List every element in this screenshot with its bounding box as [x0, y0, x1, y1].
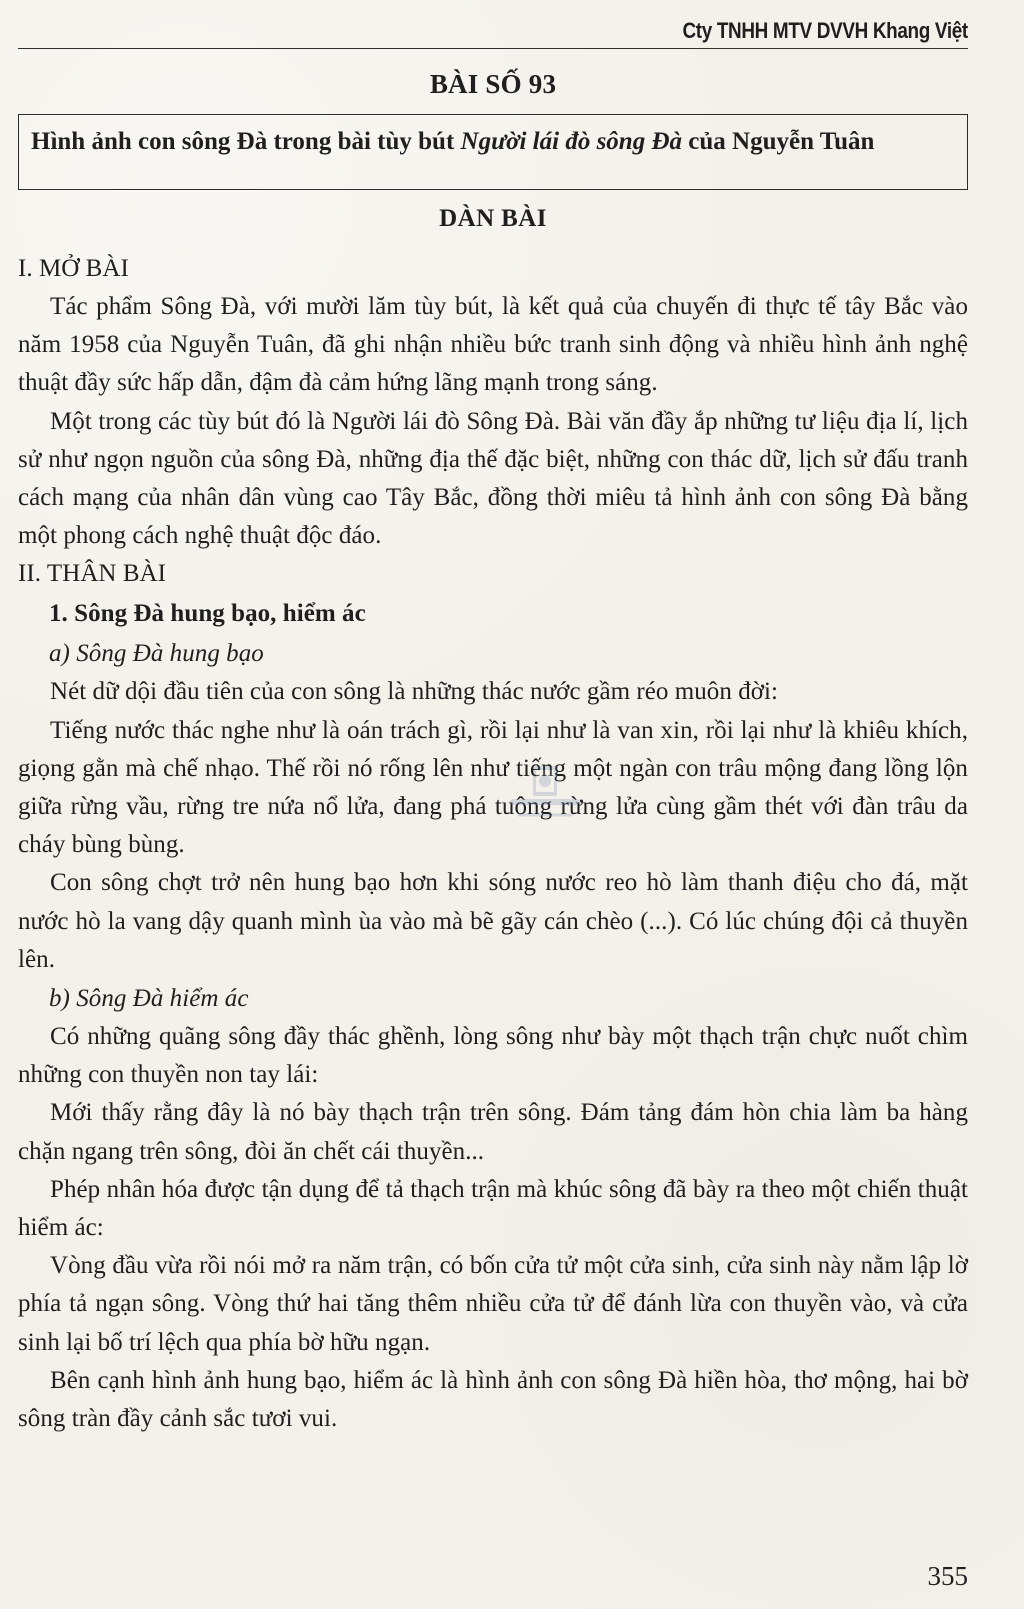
outline-heading: DÀN BÀI [439, 205, 547, 232]
body-subheading-1a: a) Sông Đà hung bạo [49, 640, 264, 668]
essay-content [18, 250, 968, 1438]
lesson-title-before: Hình ảnh con sông Đà trong bài tùy bút [31, 128, 461, 155]
body-quote-3: Vòng đầu vừa rồi nói mở ra năm trận, có bốn cửa tử một cửa sinh, cửa sinh này nằm lập lờ phía tả ngạn sông. Vòng thứ hai tăng thêm nhiều cửa tử để đánh lừa con thuyền vào, và cửa sinh lại bố trí lệch qua phía bờ hữu ngạn. [18, 1252, 968, 1356]
page-number: 355 [927, 1561, 968, 1591]
body-paragraph-4: Phép nhân hóa được tận dụng để tả thạch trận mà khúc sông đã bày ra theo một chiến thuật hiểm ác: [18, 1175, 968, 1242]
lesson-title-after: của Nguyễn Tuân [682, 128, 875, 155]
section-body-heading: II. THÂN BÀI [18, 560, 167, 588]
body-paragraph-1: Nét dữ dội đầu tiên của con sông là những thác nước gầm réo muôn đời: [50, 678, 779, 706]
publisher-text: Cty TNHH MTV DVVH Khang Việt [682, 18, 968, 43]
body-paragraph-5: Bên cạnh hình ảnh hung bạo, hiểm ác là hình ảnh con sông Đà hiền hòa, thơ mộng, hai bờ sông tràn đầy cảnh sắc tươi vui. [18, 1366, 968, 1433]
body-quote-2: Mới thấy rằng đây là nó bày thạch trận trên sông. Đám tảng đám hòn chia làm ba hàng chặn ngang trên sông, đòi ăn chết cái thuyền... [18, 1099, 968, 1165]
lesson-number: BÀI SỐ 93 [429, 69, 557, 99]
intro-paragraph-2: Một trong các tùy bút đó là Người lái đò Sông Đà. Bài văn đầy ắp những tư liệu địa lí, lịch sử như ngọn nguồn của sông Đà, những địa thế đặc biệt, những con thác dữ, lịch sử đấu tranh cách mạng của nhân dân vùng cao Tây Bắc, đồng thời miêu tả hình ảnh con sông Đà bằng một phong cách nghệ thuật độc đáo. [18, 407, 968, 550]
work-title: Người lái đò sông Đà [460, 128, 683, 155]
body-subheading-1: 1. Sông Đà hung bạo, hiểm ác [49, 600, 366, 628]
section-intro-heading: I. MỞ BÀI [18, 255, 129, 282]
lesson-title-box [18, 114, 968, 190]
intro-paragraph-1: Tác phẩm Sông Đà, với mười lăm tùy bút, là kết quả của chuyến đi thực tế tây Bắc vào năm 1958 của Nguyễn Tuân, đã ghi nhận nhiều bức tranh sinh động và nhiều hình ảnh nghệ thuật đầy sức hấp dẫn, đậm đà cảm hứng lãng mạnh trong sáng. [18, 293, 968, 397]
body-paragraph-3: Có những quãng sông đầy thác ghềnh, lòng sông như bày một thạch trận chực nuốt chìm những con thuyền non tay lái: [18, 1023, 968, 1089]
body-quote-1: Tiếng nước thác nghe như là oán trách gì, rồi lại như là van xin, rồi lại như là khiêu khích, giọng gằn mà chế nhạo. Thế rồi nó rống lên như tiếng một ngàn con trâu mộng đang lồng lộn giữa rừng vầu, rừng tre nứa nổ lửa, đang phá tuông rừng lửa cùng gầm thét với đàn trâu da cháy bùng bùng. [18, 716, 968, 859]
page-header [18, 12, 968, 49]
body-subheading-1b: b) Sông Đà hiểm ác [49, 985, 249, 1013]
body-paragraph-2: Con sông chợt trở nên hung bạo hơn khi sóng nước reo hò làm thanh điệu cho đá, mặt nước hò la vang dậy quanh mình ùa vào mà bẽ gãy cán chèo (...). Có lúc chúng đội cả thuyền lên. [18, 869, 968, 973]
